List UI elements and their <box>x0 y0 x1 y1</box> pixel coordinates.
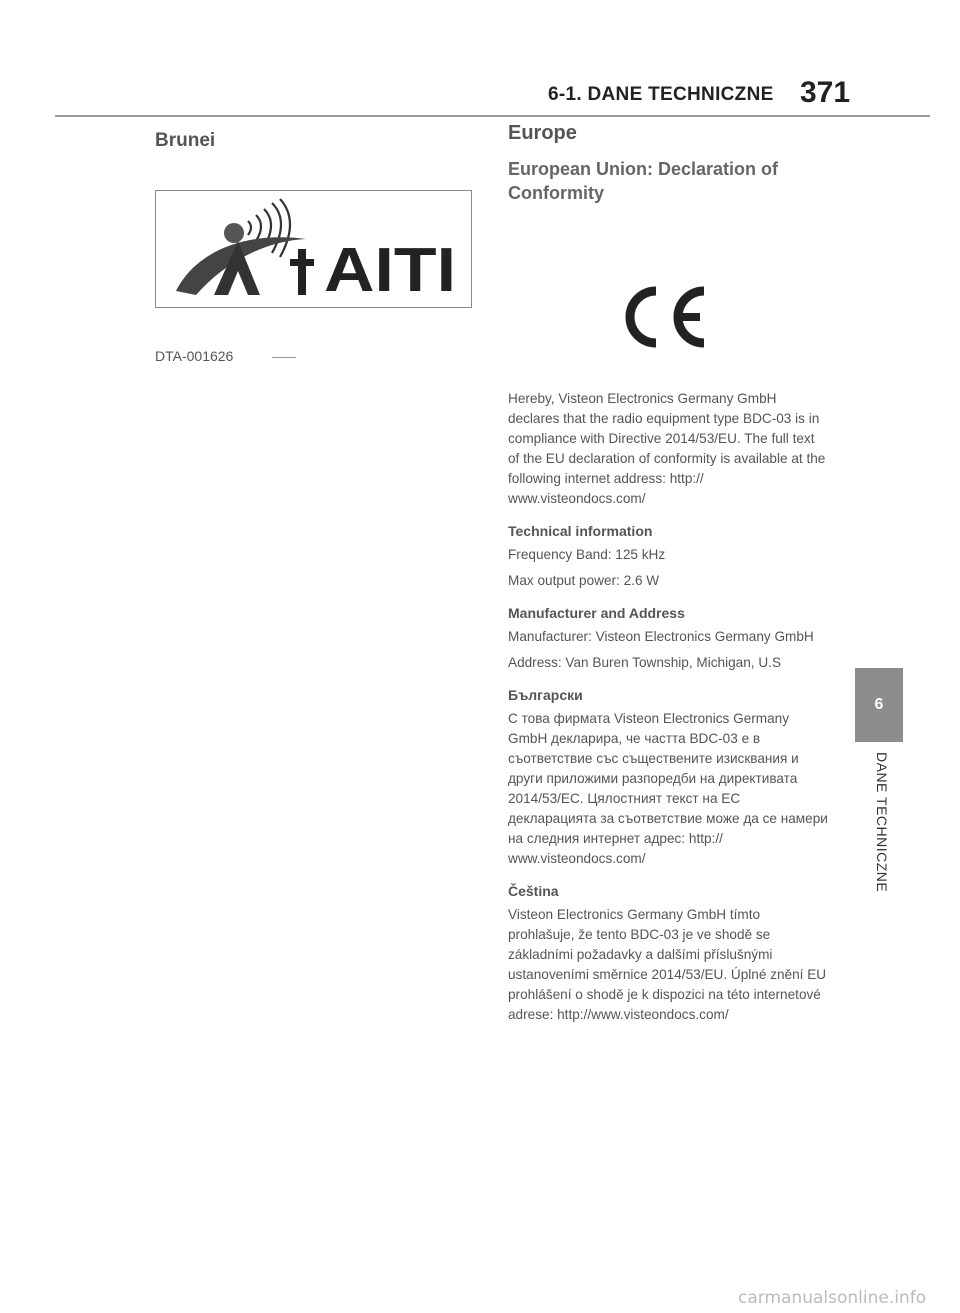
czech-heading: Čeština <box>508 883 559 899</box>
page-header <box>0 0 960 118</box>
page-number: 371 <box>800 76 851 109</box>
left-column <box>155 128 475 364</box>
section-title: 6-1. DANE TECHNICZNE <box>548 84 774 105</box>
aiti-logo <box>155 190 472 308</box>
technical-info-heading: Technical information <box>508 523 653 539</box>
brunei-heading: Brunei <box>155 130 216 151</box>
max-output-power: Max output power: 2.6 W <box>508 573 660 588</box>
bulgarian-text: С това фирмата Visteon Electronics Germany GmbH декларира, че частта BDC-03 е в съответствие със съществените изисквания и други приложими разпоредби на директивата 2014/53/ЕС. Цялостният текст на ЕС декларацията за съответствие може да се намери на следния интернет адрес: http:// www.visteondocs.com/ <box>508 711 828 866</box>
bulgarian-heading: Български <box>508 687 583 703</box>
frequency-band: Frequency Band: 125 kHz <box>508 547 666 562</box>
ce-mark-graphic <box>508 251 828 381</box>
eu-declaration-heading: European Union: Declaration of Conformity <box>508 159 779 203</box>
aiti-logo-text: AITI <box>324 236 456 305</box>
manufacturer-text: Manufacturer: Visteon Electronics Germany GmbH <box>508 629 814 644</box>
chapter-tab: 6 <box>855 668 903 742</box>
eu-intro-text: Hereby, Visteon Electronics Germany GmbH declares that the radio equipment type BDC-03 is in compliance with Directive 2014/53/EU. The full text of the EU declaration of conformity is available at the following internet address: http:// www.visteondocs.com/ <box>508 391 826 506</box>
dta-underline <box>272 357 296 358</box>
manufacturer-heading: Manufacturer and Address <box>508 605 685 621</box>
header-divider <box>55 115 930 117</box>
ce-mark <box>508 251 828 381</box>
europe-heading: Europe <box>508 122 577 144</box>
watermark: carmanualsonline.info <box>738 1288 927 1308</box>
address-text: Address: Van Buren Township, Michigan, U.S <box>508 655 782 670</box>
dta-code: DTA-001626 <box>155 348 234 364</box>
czech-text: Visteon Electronics Germany GmbH tímto prohlašuje, že tento BDC-03 je ve shodě se základními požadavky a dalšími příslušnými ustanoveními směrnice 2014/53/EU. Úplné znění EU prohlášení o shodě je k dispozici na této internetové adrese: http://www.visteondocs.com/ <box>508 907 827 1022</box>
aiti-logo-graphic <box>156 191 471 307</box>
right-column <box>508 122 828 1025</box>
chapter-side-label: DANE TECHNICZNE <box>874 752 890 893</box>
